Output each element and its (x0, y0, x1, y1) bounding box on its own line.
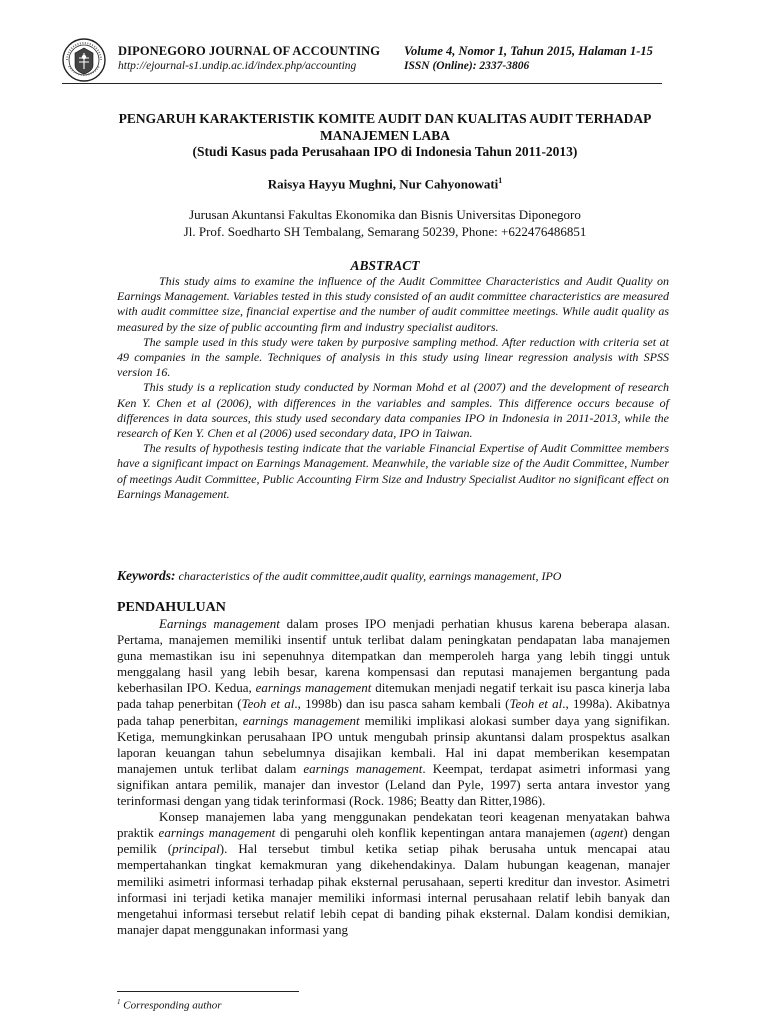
author-names: Raisya Hayyu Mughni, Nur Cahyonowati (267, 176, 499, 192)
keywords-text: characteristics of the audit committee,audit quality, earnings management, IPO (178, 569, 562, 583)
university-seal-icon (62, 38, 106, 82)
journal-url[interactable]: http://ejournal-s1.undip.ac.id/index.php/accounting (118, 60, 357, 72)
affiliation-line-1: Jurusan Akuntansi Fakultas Ekonomika dan Bisnis Universitas Diponegoro (189, 207, 581, 222)
text-run: memiliki implikasi alokasi sumber daya yang signifikan. Ketiga, memungkinkan perusahaan IPO untuk mengubah prinsip akuntansi dalam prospektus asalkan laporan keuangan tahun sebelumnya disajikan kembali. Hal ini dapat memberikan kesempatan manajemen untuk terlibat dalam (117, 712, 670, 776)
abstract-heading: ABSTRACT (350, 258, 420, 273)
text-run: ., 1998a). Akibatnya pada tahap penerbitan, (117, 696, 670, 728)
header-divider (62, 83, 662, 84)
text-run: ditemukan menjadi negatif terkait isu pasca kinerja laba pada tahap penerbitan ( (117, 680, 670, 712)
paper-title: PENGARUH KARAKTERISTIK KOMITE AUDIT DAN KUALITAS AUDIT TERHADAP MANAJEMEN LABA (118, 111, 652, 143)
italic-term: earnings management (242, 712, 360, 728)
abstract-paragraph: This study is a replication study conducted by Norman Mohd et al (2007) and the development of research Ken Y. Chen et al (2006), with differences in the variables and samples. This difference occurs because of differences in data sources, this study used secondary data companies IPO in Indonesia in 2011-2013, while the research of Ken Y. Chen et al (2006) used secondary data, IPO in Taiwan. (117, 380, 669, 441)
text-run: . Keempat, terdapat asimetri informasi yang signifikan antara pemilik, manajer dan investor (Leland dan Pyle, 1997) serta antara investor yang terinformasi dengan yang tidak terinformasi (Rock. 1986; Beatty dan Ritter,1986). (117, 760, 670, 809)
volume-info: Volume 4, Nomor 1, Tahun 2015, Halaman 1-15 (404, 44, 653, 58)
abstract-paragraph: The sample used in this study were taken by purposive sampling method. After reduction with criteria set at 49 companies in the sample. Techniques of analysis in this study using linear regression analysis with SPSS version 16. (117, 334, 669, 380)
section-heading: PENDAHULUAN (117, 600, 226, 615)
text-run: ). Hal tersebut timbul ketika setiap pihak berusaha untuk mencapai atau mempertahankan tingkat kemakmuran yang dikehendakinya. Dalam hubungan keagenan, manajer memiliki asimetri informasi terhadap pihak eksternal perusahaan, seperti kreditur dan investor. Asimetri informasi ini terjadi ketika manajer memiliki informasi internal perusahaan relatif lebih banyak dan mengetahui informasi tersebut relatif lebih cepat di banding pihak eksternal. Dalam kondisi demikian, manajer dapat menggunakan informasi yang (117, 841, 671, 937)
footnote-marker: 1 (117, 998, 121, 1006)
section-body (117, 616, 670, 938)
author-footnote-marker[interactable]: 1 (498, 176, 503, 185)
footnote-divider (117, 991, 299, 992)
text-run: Konsep manajemen laba yang menggunakan pendekatan teori keagenan menyatakan bahwa praktik (117, 809, 670, 841)
paper-subtitle: (Studi Kasus pada Perusahaan IPO di Indonesia Tahun 2011-2013) (192, 144, 578, 159)
italic-term: Teoh et al (241, 696, 295, 712)
text-run: di pengaruhi oleh konflik kepentingan antara manajemen ( (275, 825, 595, 841)
authors (90, 176, 680, 192)
text-run: ) dengan pemilik ( (117, 825, 670, 857)
italic-term: earnings management (255, 680, 372, 696)
keywords-label: Keywords: (117, 568, 176, 583)
journal-name: DIPONEGORO JOURNAL OF ACCOUNTING (118, 44, 381, 58)
text-run: ., 1998b) dan isu pasca saham kembali ( (294, 696, 510, 712)
footnote-text: Corresponding author (123, 999, 222, 1012)
italic-term: principal (172, 841, 220, 857)
text-run: dalam proses IPO menjadi perhatian khusus karena beberapa alasan. Pertama, manajemen memiliki insentif untuk terlibat dalam peningkatan pendapatan laba manajemen guna memastikan isu ini sepenuhnya ditempatkan dan memperoleh harga yang lebih tinggi untuk menggalang hasil yang lebih besar, karena kompensasi dan reputasi manajemen bergantung pada keberhasilan IPO. Kedua, (117, 616, 670, 696)
italic-term: agent (594, 825, 624, 841)
issn: ISSN (Online): 2337-3806 (404, 60, 530, 72)
keywords (117, 568, 669, 584)
italic-term: Teoh et al (509, 696, 563, 712)
abstract-body (117, 274, 669, 502)
italic-term: earnings management (158, 825, 276, 841)
body-paragraph (117, 809, 670, 938)
abstract-paragraph: This study aims to examine the influence of the Audit Committee Characteristics and Audit Quality on Earnings Management. Variables tested in this study consisted of an audit committee characteristics are measured with audit committee size, financial expertise and the number of audit committee meetings. While audit quality as measured by the size of public accounting firm and industry specialist auditors. (117, 274, 669, 334)
affiliation-line-2: Jl. Prof. Soedharto SH Tembalang, Semarang 50239, Phone: +622476486851 (183, 224, 587, 239)
footnote (117, 998, 222, 1012)
italic-term: Earnings management (159, 616, 280, 631)
italic-term: earnings management (303, 760, 423, 776)
abstract-paragraph: The results of hypothesis testing indicate that the variable Financial Expertise of Audit Committee members have a significant impact on Earnings Management. Meanwhile, the variable size of the Audit Committee, Number of meetings Audit Committee, Public Accounting Firm Size and Industry Specialist Auditor no significant effect on Earnings Management. (117, 441, 669, 501)
body-paragraph (117, 616, 670, 809)
